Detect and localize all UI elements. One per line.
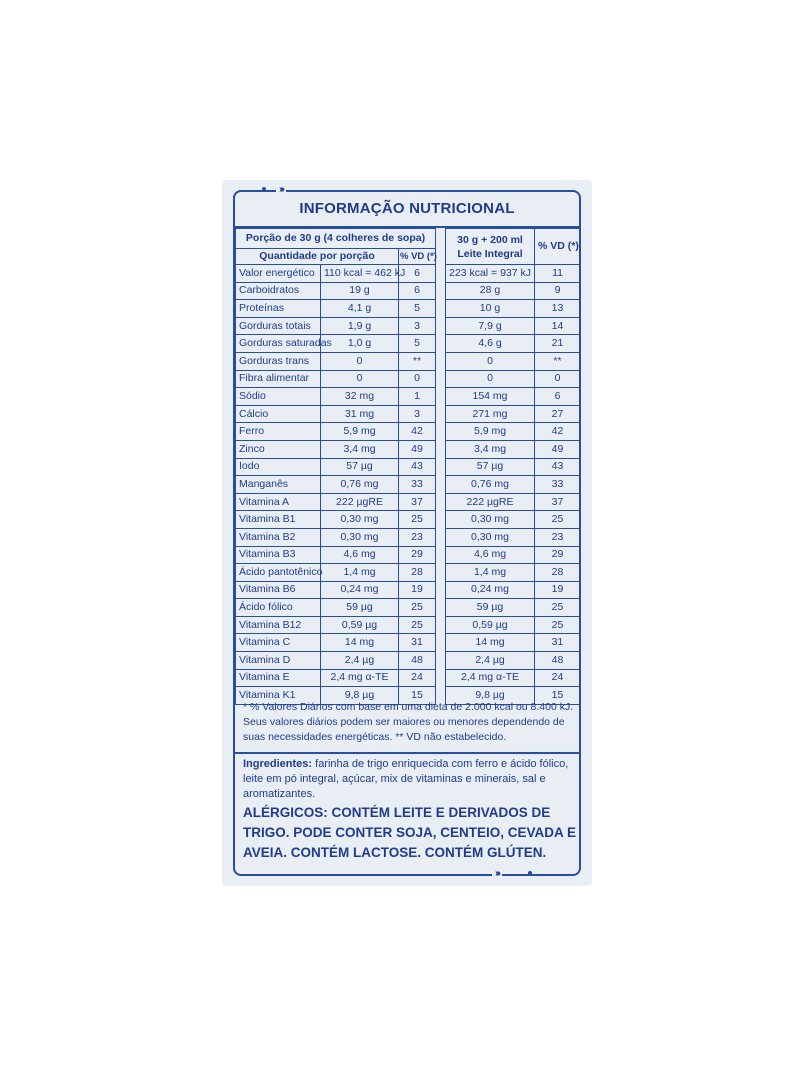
with-milk-vd: 19 [535, 581, 581, 599]
with-milk-vd: 0 [535, 370, 581, 388]
with-milk-header-line2: Leite Integral [457, 247, 523, 260]
footnote: * % Valores Diários com base em uma dieta de 2.000 kcal ou 8.400 kJ. Seus valores diários podem ser maiores ou menores dependendo de suas necessidades energéticas. ** VD não estabelecido. [243, 701, 574, 743]
portion-quantity: 1,0 g [321, 335, 399, 353]
with-milk-quantity: 28 g [446, 282, 535, 300]
portion-vd: 33 [399, 476, 436, 494]
portion-quantity: 110 kcal = 462 kJ [321, 265, 399, 283]
ingredients-label: Ingredientes: [243, 758, 313, 770]
with-milk-quantity: 10 g [446, 300, 535, 318]
with-milk-quantity: 2,4 mg α-TE [446, 669, 535, 687]
portion-vd: 25 [399, 616, 436, 634]
table-row [236, 581, 581, 599]
with-milk-vd: 48 [535, 652, 581, 670]
with-milk-quantity: 0,24 mg [446, 581, 535, 599]
divider [233, 752, 581, 754]
nutrient-name: Vitamina A [236, 493, 321, 511]
portion-vd: 28 [399, 564, 436, 582]
portion-vd: 31 [399, 634, 436, 652]
with-milk-header-line1: 30 g + 200 ml [457, 233, 523, 246]
nutrient-name: Zinco [236, 440, 321, 458]
with-milk-vd: 25 [535, 616, 581, 634]
table-row [236, 300, 581, 318]
nutrient-name: Vitamina K1 [236, 687, 321, 705]
with-milk-quantity: 0 [446, 352, 535, 370]
nutrient-name: Vitamina B3 [236, 546, 321, 564]
table-row [236, 458, 581, 476]
nutrient-name: Fibra alimentar [236, 370, 321, 388]
portion-quantity: 14 mg [321, 634, 399, 652]
with-milk-quantity: 223 kcal = 937 kJ [446, 265, 535, 283]
nutrient-name: Gorduras trans [236, 352, 321, 370]
table-row [236, 423, 581, 441]
table-row [236, 405, 581, 423]
portion-vd: 48 [399, 652, 436, 670]
nutrient-name: Iodo [236, 458, 321, 476]
portion-quantity: 1,4 mg [321, 564, 399, 582]
nutrient-name: Gorduras totais [236, 317, 321, 335]
table-row [236, 564, 581, 582]
with-milk-vd: 15 [535, 687, 581, 705]
nutrient-name: Carboidratos [236, 282, 321, 300]
with-milk-vd: 28 [535, 564, 581, 582]
with-milk-vd: ** [535, 352, 581, 370]
with-milk-quantity: 7,9 g [446, 317, 535, 335]
quantity-header: Quantidade por porção [236, 249, 399, 265]
nutrient-name: Ferro [236, 423, 321, 441]
with-milk-quantity: 14 mg [446, 634, 535, 652]
portion-quantity: 31 mg [321, 405, 399, 423]
with-milk-vd: 13 [535, 300, 581, 318]
portion-quantity: 3,4 mg [321, 440, 399, 458]
portion-quantity: 0,76 mg [321, 476, 399, 494]
table-row [236, 265, 581, 283]
chevrons-icon: ››› [276, 184, 286, 195]
table-row [236, 616, 581, 634]
portion-quantity: 0 [321, 352, 399, 370]
portion-vd: 3 [399, 405, 436, 423]
with-milk-vd: 49 [535, 440, 581, 458]
with-milk-quantity: 0,30 mg [446, 511, 535, 529]
nutrient-name: Vitamina D [236, 652, 321, 670]
nutrient-name: Manganês [236, 476, 321, 494]
nutrient-name: Vitamina B6 [236, 581, 321, 599]
with-milk-vd: 33 [535, 476, 581, 494]
nutrient-name: Ácido fólico [236, 599, 321, 617]
portion-vd: 25 [399, 511, 436, 529]
with-milk-quantity: 9,8 µg [446, 687, 535, 705]
portion-vd: 6 [399, 282, 436, 300]
with-milk-quantity: 4,6 g [446, 335, 535, 353]
portion-quantity: 5,9 mg [321, 423, 399, 441]
table-row [236, 370, 581, 388]
with-milk-vd: 27 [535, 405, 581, 423]
with-milk-quantity: 222 µgRE [446, 493, 535, 511]
table-row [236, 652, 581, 670]
with-milk-vd: 25 [535, 599, 581, 617]
with-milk-vd: 43 [535, 458, 581, 476]
portion-vd: 5 [399, 335, 436, 353]
with-milk-quantity: 154 mg [446, 388, 535, 406]
table-row [236, 352, 581, 370]
nutrient-name: Ácido pantotênico [236, 564, 321, 582]
with-milk-vd: 21 [535, 335, 581, 353]
with-milk-quantity: 57 µg [446, 458, 535, 476]
table-row [236, 476, 581, 494]
portion-vd: 1 [399, 388, 436, 406]
with-milk-quantity: 4,6 mg [446, 546, 535, 564]
allergens-warning: ALÉRGICOS: CONTÉM LEITE E DERIVADOS DE TRIGO. PODE CONTER SOJA, CENTEIO, CEVADA E AVEIA. CONTÉM LACTOSE. CONTÉM GLÚTEN. [243, 805, 577, 860]
portion-quantity: 0,59 µg [321, 616, 399, 634]
table-row [236, 669, 581, 687]
table-row [236, 317, 581, 335]
portion-vd: 43 [399, 458, 436, 476]
with-milk-quantity: 1,4 mg [446, 564, 535, 582]
portion-vd: ** [399, 352, 436, 370]
portion-quantity: 4,1 g [321, 300, 399, 318]
table-row [236, 335, 581, 353]
portion-quantity: 59 µg [321, 599, 399, 617]
table-row [236, 546, 581, 564]
with-milk-quantity: 0,30 mg [446, 528, 535, 546]
table-row [236, 282, 581, 300]
nutrient-name: Vitamina B2 [236, 528, 321, 546]
portion-quantity: 222 µgRE [321, 493, 399, 511]
portion-vd: 37 [399, 493, 436, 511]
decorative-dot-icon [262, 187, 266, 191]
portion-vd: 3 [399, 317, 436, 335]
ingredients-text: farinha de trigo enriquecida com ferro e ácido fólico, leite em pó integral, açúcar, mix de vitaminas e minerais, sal e aromatizantes. [243, 758, 569, 800]
with-milk-vd: 25 [535, 511, 581, 529]
portion-quantity: 32 mg [321, 388, 399, 406]
with-milk-vd: 29 [535, 546, 581, 564]
portion-quantity: 0,24 mg [321, 581, 399, 599]
portion-vd: 6 [399, 265, 436, 283]
portion-quantity: 57 µg [321, 458, 399, 476]
decorative-dot-icon [528, 871, 532, 875]
portion-quantity: 19 g [321, 282, 399, 300]
portion-vd: 42 [399, 423, 436, 441]
vd2-header: % VD (*) [535, 229, 581, 265]
table-row [236, 599, 581, 617]
portion-vd: 29 [399, 546, 436, 564]
nutrient-name: Vitamina C [236, 634, 321, 652]
nutrient-name: Vitamina E [236, 669, 321, 687]
portion-vd: 0 [399, 370, 436, 388]
portion-vd: 49 [399, 440, 436, 458]
nutrient-name: Proteínas [236, 300, 321, 318]
vd1-header: % VD (*) [399, 249, 436, 265]
portion-quantity: 0 [321, 370, 399, 388]
with-milk-vd: 11 [535, 265, 581, 283]
table-row [236, 493, 581, 511]
nutrient-name: Gorduras saturadas [236, 335, 321, 353]
with-milk-header [446, 229, 535, 265]
portion-quantity: 2,4 mg α-TE [321, 669, 399, 687]
page-title: INFORMAÇÃO NUTRICIONAL [299, 200, 515, 217]
ingredients [243, 757, 577, 802]
chevrons-icon: ››› [492, 868, 502, 879]
nutrient-name: Valor energético [236, 265, 321, 283]
portion-vd: 24 [399, 669, 436, 687]
table-row [236, 634, 581, 652]
portion-quantity: 0,30 mg [321, 528, 399, 546]
portion-quantity: 0,30 mg [321, 511, 399, 529]
with-milk-vd: 24 [535, 669, 581, 687]
portion-quantity: 1,9 g [321, 317, 399, 335]
with-milk-vd: 6 [535, 388, 581, 406]
portion-vd: 19 [399, 581, 436, 599]
with-milk-quantity: 0 [446, 370, 535, 388]
portion-vd: 15 [399, 687, 436, 705]
table-row [236, 388, 581, 406]
nutrient-name: Vitamina B12 [236, 616, 321, 634]
portion-vd: 5 [399, 300, 436, 318]
portion-quantity: 2,4 µg [321, 652, 399, 670]
nutrient-name: Cálcio [236, 405, 321, 423]
table-row [236, 511, 581, 529]
with-milk-vd: 14 [535, 317, 581, 335]
with-milk-vd: 23 [535, 528, 581, 546]
with-milk-vd: 9 [535, 282, 581, 300]
with-milk-quantity: 59 µg [446, 599, 535, 617]
with-milk-vd: 31 [535, 634, 581, 652]
portion-quantity: 4,6 mg [321, 546, 399, 564]
with-milk-quantity: 0,59 µg [446, 616, 535, 634]
portion-header: Porção de 30 g (4 colheres de sopa) [236, 229, 436, 249]
portion-vd: 23 [399, 528, 436, 546]
nutrient-name: Sódio [236, 388, 321, 406]
with-milk-vd: 42 [535, 423, 581, 441]
table-row [236, 440, 581, 458]
nutrition-table [235, 228, 581, 705]
portion-vd: 25 [399, 599, 436, 617]
portion-quantity: 9,8 µg [321, 687, 399, 705]
with-milk-quantity: 0,76 mg [446, 476, 535, 494]
table-row [236, 528, 581, 546]
nutrient-name: Vitamina B1 [236, 511, 321, 529]
with-milk-quantity: 5,9 mg [446, 423, 535, 441]
with-milk-quantity: 3,4 mg [446, 440, 535, 458]
with-milk-vd: 37 [535, 493, 581, 511]
with-milk-quantity: 271 mg [446, 405, 535, 423]
with-milk-quantity: 2,4 µg [446, 652, 535, 670]
